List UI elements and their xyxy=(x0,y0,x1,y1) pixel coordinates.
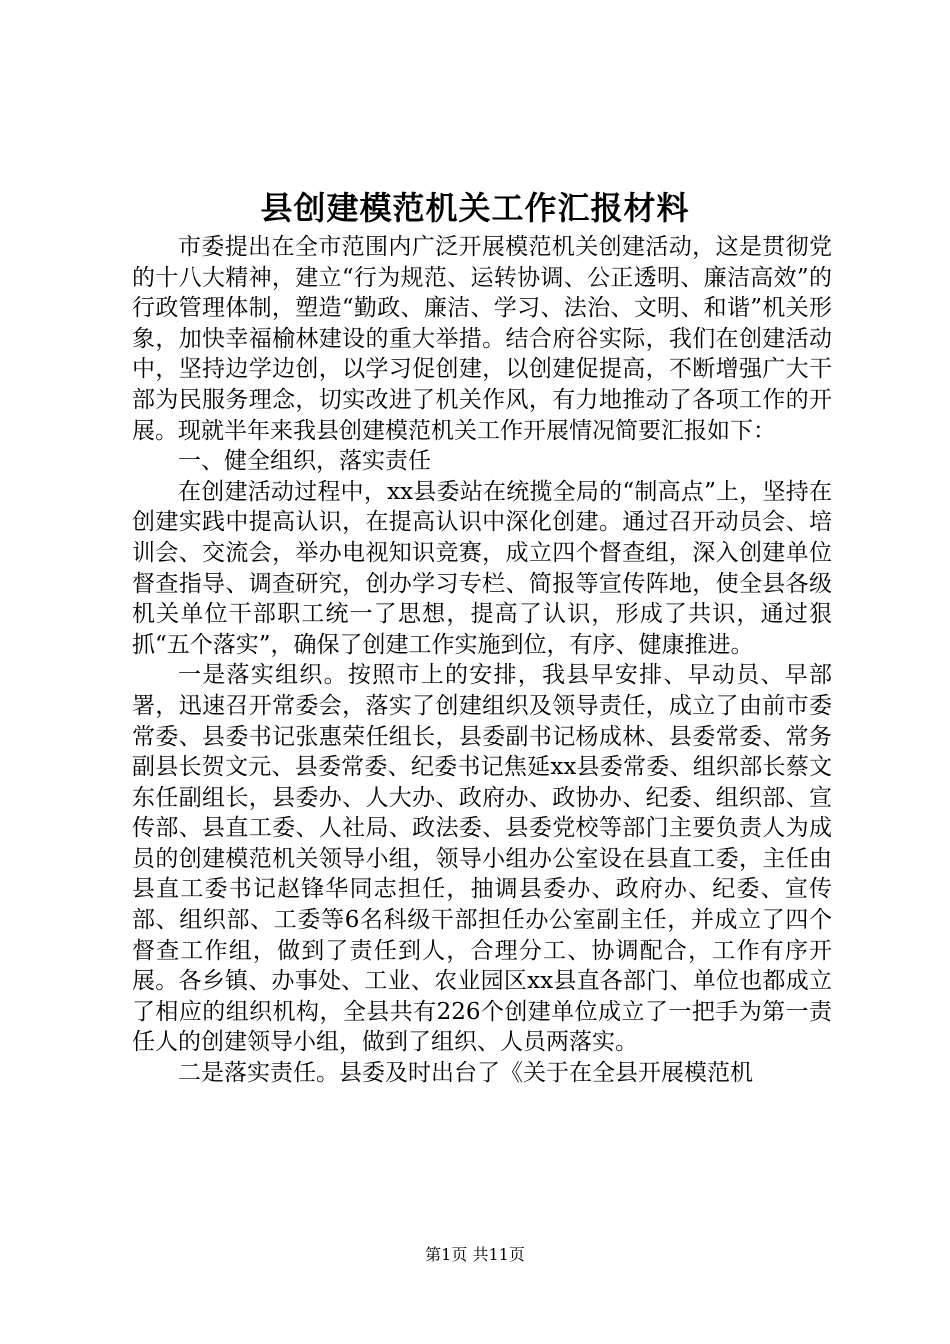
paragraph-responsibility: 二是落实责任。县委及时出台了《关于在全县开展模范机 xyxy=(178,1060,753,1087)
paragraph-section-1: 在创建活动过程中，xx县委站在统揽全局的“制高点”上，坚持在创建实践中提高认识，在提高认识中深化创建。通过召开动员会、培训会、交流会，举办电视知识竞赛，成立四个督查组，深入创建单位督查指导、调查研究，创办学习专栏、简报等宣传阵地，使全县各级机关单位干部职工统一了思想，提高了认识，形成了共识，通过狠抓“五个落实”，确保了创建工作实施到位，有序、健康推进。 xyxy=(132,478,832,658)
paragraph-intro: 市委提出在全市范围内广泛开展模范机关创建活动，这是贯彻党的十八大精神，建立“行为规范、运转协调、公正透明、廉洁高效”的行政管理体制，塑造“勤政、廉洁、学习、法治、文明、和谐”机关形象，加快幸福榆林建设的重大举措。结合府谷实际，我们在创建活动中，坚持边学边创，以学习促创建，以创建促提高，不断增强广大干部为民服务理念，切实改进了机关作风，有力地推动了各项工作的开展。现就半年来我县创建模范机关工作开展情况简要汇报如下： xyxy=(132,234,832,444)
section-heading-1: 一、健全组织，落实责任 xyxy=(178,448,431,475)
page-footer xyxy=(0,1244,950,1266)
document-title: 县创建模范机关工作汇报材料 xyxy=(260,189,690,227)
page-number: 第1页 xyxy=(425,1245,468,1264)
page-total: 共11页 xyxy=(472,1245,525,1264)
paragraph-organization: 一是落实组织。按照市上的安排，我县早安排、早动员、早部署，迅速召开常委会，落实了创建组织及领导责任，成立了由前市委常委、县委书记张惠荣任组长，县委副书记杨成林、县委常委、常务副县长贺文元、县委常委、纪委书记焦延xx县委常委、组织部长蔡文东任副组长，县委办、人大办、政府办、政协办、纪委、组织部、宣传部、县直工委、人社局、政法委、县委党校等部门主要负责人为成员的创建模范机关领导小组，领导小组办公室设在县直工委，主任由县直工委书记赵锋华同志担任，抽调县委办、政府办、纪委、宣传部、组织部、工委等6名科级干部担任办公室副主任，并成立了四个督查工作组，做到了责任到人，合理分工、协调配合，工作有序开展。各乡镇、办事处、工业、农业园区xx县直各部门、单位也都成立了相应的组织机构，全县共有226个创建单位成立了一把手为第一责任人的创建领导小组，做到了组织、人员两落实。 xyxy=(132,662,832,1056)
document-body xyxy=(132,232,832,1089)
